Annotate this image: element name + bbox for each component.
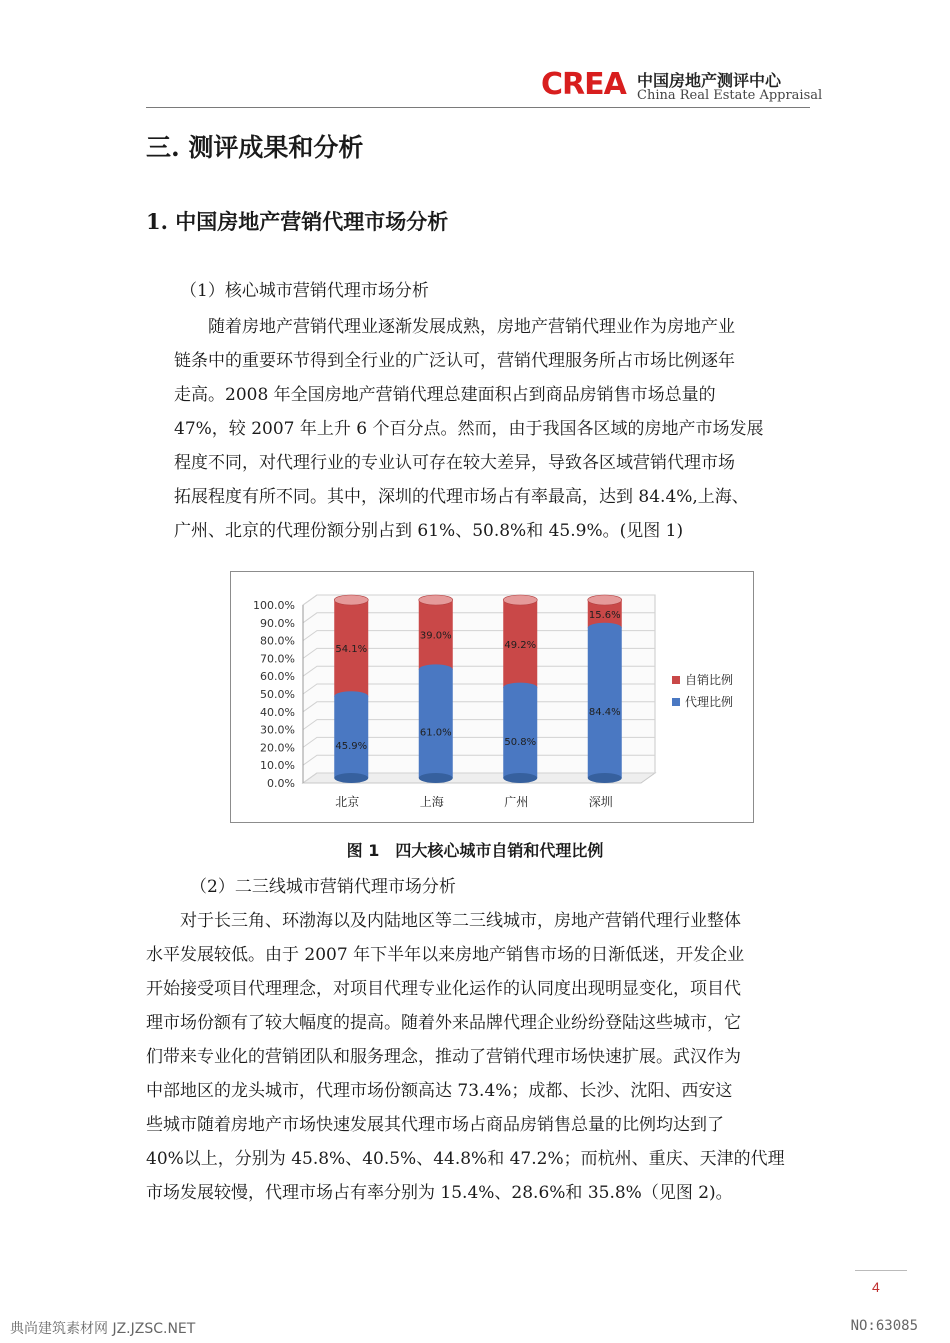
- paragraph-line: 些城市随着房地产市场快速发展其代理市场占商品房销售总量的比例均达到了: [146, 1115, 724, 1135]
- section-title: 三. 测评成果和分析: [146, 133, 364, 162]
- footer-watermark-left: 典尚建筑素材网 JZ.JZSC.NET: [10, 1321, 196, 1337]
- paragraph-line: 对于长三角、环渤海以及内陆地区等二三线城市，房地产营销代理行业整体: [180, 911, 741, 931]
- data-label-agency: 84.4%: [588, 706, 621, 718]
- paragraph-line: 开始接受项目代理理念，对项目代理专业化运作的认同度出现明显变化，项目代: [146, 979, 741, 999]
- x-category-label: 北京: [335, 795, 360, 809]
- y-tick-label: 30.0%: [260, 723, 295, 737]
- legend-swatch: [672, 698, 680, 706]
- bar-bottom-cap: [419, 773, 453, 783]
- x-category-label: 上海: [419, 795, 444, 809]
- data-label-self: 15.6%: [588, 609, 621, 621]
- bar-segment-boundary: [334, 691, 368, 701]
- footer-watermark-right: NO:63085: [850, 1318, 918, 1334]
- paragraph-line: 们带来专业化的营销团队和服务理念，推动了营销代理市场快速扩展。武汉作为: [146, 1047, 741, 1067]
- y-tick-label: 20.0%: [260, 741, 295, 755]
- bar-bottom-cap: [334, 773, 368, 783]
- legend-swatch: [672, 676, 680, 684]
- data-label-self: 54.1%: [335, 644, 368, 656]
- y-tick-label: 50.0%: [260, 688, 295, 701]
- y-tick-label: 90.0%: [260, 616, 295, 630]
- y-tick-label: 40.0%: [260, 705, 295, 719]
- chart-frame: [230, 571, 754, 823]
- logo-english-name: China Real Estate Appraisal: [637, 88, 823, 103]
- y-tick-label: 100.0%: [253, 599, 295, 612]
- figure-caption: 图 1 四大核心城市自销和代理比例: [346, 841, 604, 860]
- y-tick-label: 0.0%: [267, 777, 295, 790]
- bar-bottom-cap: [503, 773, 537, 783]
- paragraph-line: 拓展程度有所不同。其中，深圳的代理市场占有率最高，达到 84.4%,上海、: [174, 487, 749, 507]
- bar-top-cap: [334, 595, 368, 605]
- data-label-agency: 45.9%: [335, 741, 368, 753]
- paragraph-line: 程度不同，对代理行业的专业认可存在较大差异，导致各区域营销代理市场: [174, 453, 735, 473]
- part2-paragraph: [146, 904, 810, 1210]
- paragraph-line: 40%以上，分别为 45.8%、40.5%、44.8%和 47.2%；而杭州、重庆、天津的代理: [146, 1149, 785, 1169]
- data-label-agency: 61.0%: [419, 727, 452, 739]
- paragraph-line: 广州、北京的代理份额分别占到 61%、50.8%和 45.9%。(见图 1): [174, 521, 684, 541]
- paragraph-line: 随着房地产营销代理业逐渐发展成熟，房地产营销代理业作为房地产业: [208, 317, 735, 337]
- legend-label: 代理比例: [685, 695, 734, 709]
- paragraph-line: 水平发展较低。由于 2007 年下半年以来房地产销售市场的日渐低迷，开发企业: [146, 945, 745, 965]
- paragraph-line: 中部地区的龙头城市，代理市场份额高达 73.4%；成都、长沙、沈阳、西安这: [146, 1081, 733, 1101]
- paragraph-line: 理市场份额有了较大幅度的提高。随着外来品牌代理企业纷纷登陆这些城市，它: [146, 1013, 741, 1033]
- stacked-cylinder-chart: [231, 572, 753, 822]
- logo-mark: CREA: [541, 67, 626, 102]
- y-tick-label: 70.0%: [260, 652, 295, 666]
- part1-paragraph: [174, 310, 810, 548]
- data-label-agency: 50.8%: [504, 736, 537, 748]
- paragraph-line: 走高。2008 年全国房地产营销代理总建面积占到商品房销售市场总量的: [174, 385, 716, 405]
- bar-segment-boundary: [503, 683, 537, 693]
- paragraph-line: 市场发展较慢，代理市场占有率分别为 15.4%、28.6%和 35.8%（见图 2)。: [146, 1183, 733, 1203]
- legend-label: 自销比例: [685, 673, 734, 687]
- paragraph-line: 链条中的重要环节得到全行业的广泛认可，营销代理服务所占市场比例逐年: [174, 351, 735, 371]
- bar-top-cap: [588, 595, 622, 605]
- bar-segment-boundary: [588, 623, 622, 633]
- data-label-self: 49.2%: [504, 639, 537, 651]
- x-category-label: 广州: [504, 795, 529, 809]
- crea-logo: [541, 66, 823, 106]
- bar-segment-agency: [503, 688, 537, 778]
- subsection-title: 1. 中国房地产营销代理市场分析: [146, 209, 449, 234]
- y-tick-label: 80.0%: [260, 634, 295, 648]
- bar-segment-boundary: [419, 664, 453, 674]
- bar-bottom-cap: [588, 773, 622, 783]
- page-number: 4: [872, 1279, 880, 1295]
- bar-top-cap: [419, 595, 453, 605]
- bar-segment-agency: [588, 628, 622, 778]
- x-category-label: 深圳: [588, 795, 613, 809]
- paragraph-line: 47%，较 2007 年上升 6 个百分点。然而，由于我国各区域的房地产市场发展: [174, 419, 764, 439]
- logo-chinese-name: 中国房地产测评中心: [637, 71, 782, 90]
- part2-heading: （2）二三线城市营销代理市场分析: [190, 877, 456, 897]
- header-divider: [146, 107, 810, 108]
- y-tick-label: 10.0%: [260, 759, 295, 773]
- y-tick-label: 60.0%: [260, 670, 295, 684]
- page-number-rule: [855, 1270, 907, 1271]
- bar-segment-agency: [419, 669, 453, 778]
- bar-segment-agency: [334, 696, 368, 778]
- data-label-self: 39.0%: [419, 630, 452, 642]
- bar-top-cap: [503, 595, 537, 605]
- part1-heading: （1）核心城市营销代理市场分析: [180, 281, 429, 301]
